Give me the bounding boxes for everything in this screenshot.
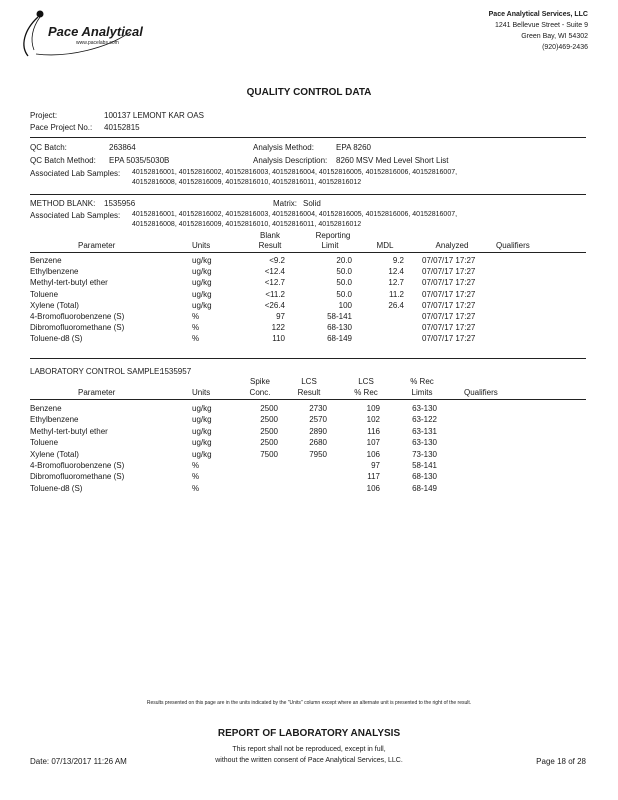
divider (30, 358, 586, 359)
rec-cell: 97 (371, 461, 380, 470)
limits-cell: 68-149 (412, 483, 437, 493)
limits-cell: 63-131 (412, 426, 437, 436)
limits-cell: 73-130 (412, 449, 437, 459)
qc-batch-label: QC Batch: (30, 143, 67, 152)
mb-header-result: Result (258, 241, 282, 250)
divider (30, 137, 586, 138)
units-cell: % (192, 483, 200, 493)
result-cell: <11.2 (265, 289, 285, 299)
mb-associated-samples-line2: 40152816008, 40152816009, 40152816010, 40152816011, 40152816012 (132, 221, 362, 228)
mb-header-limit: Limit (321, 241, 339, 250)
conc-cell: 7500 (260, 449, 278, 459)
result-cell: 122 (271, 323, 285, 333)
parameter-cell: Xylene (Total) (30, 300, 79, 310)
units-cell: ug/kg (192, 449, 212, 459)
qc-batch-value: 263864 (109, 143, 136, 152)
analyzed-cell: 07/07/17 17:27 (422, 278, 476, 288)
lcs-header-rec: % Rec (410, 377, 434, 386)
analysis-method-value: EPA 8260 (336, 143, 371, 152)
rec-cell: 107 (366, 438, 380, 448)
footer-date: Date: 07/13/2017 11:26 AM (30, 757, 127, 766)
parameter-cell: Xylene (Total) (30, 449, 79, 459)
qc-batch-method-value: EPA 5035/5030B (109, 156, 170, 165)
limits-cell: 58-141 (412, 461, 437, 470)
mdl-cell: 12.7 (388, 278, 404, 288)
footer-page-number: Page 18 of 28 (536, 757, 586, 766)
limit-cell: 68-130 (327, 323, 352, 333)
units-cell: ug/kg (192, 300, 212, 310)
parameter-cell: Benzene (30, 256, 62, 265)
lcs-header-lcs1: LCS (301, 377, 317, 386)
lcs-header-qualifiers: Qualifiers (464, 388, 498, 397)
conc-cell: 2500 (260, 426, 278, 436)
associated-samples-label: Associated Lab Samples: (30, 169, 121, 178)
analyzed-cell: 07/07/17 17:27 (422, 312, 476, 321)
lcs-header-conc: Conc. (249, 388, 271, 397)
limit-cell: 20.0 (336, 256, 352, 265)
analyzed-cell: 07/07/17 17:27 (422, 267, 476, 277)
units-cell: % (192, 334, 200, 344)
mdl-cell: 26.4 (388, 300, 404, 310)
rec-cell: 109 (366, 404, 380, 413)
parameter-cell: 4-Bromofluorobenzene (S) (30, 312, 125, 321)
units-cell: % (192, 312, 200, 321)
analyzed-cell: 07/07/17 17:27 (422, 256, 476, 265)
result-cell: 2890 (309, 426, 327, 436)
rec-cell: 106 (366, 449, 380, 459)
analyzed-cell: 07/07/17 17:27 (422, 323, 476, 333)
mb-associated-samples-line1: 40152816001, 40152816002, 40152816003, 40152816004, 40152816005, 40152816006, 40152816007, (132, 211, 458, 218)
pace-project-label: Pace Project No.: (30, 123, 93, 132)
result-cell: 2680 (309, 438, 327, 448)
footer-line1: This report shall not be reproduced, except in full, (232, 746, 386, 753)
result-cell: <12.4 (264, 267, 285, 277)
limits-cell: 63-130 (412, 438, 437, 448)
units-cell: % (192, 472, 200, 482)
mb-header-analyzed: Analyzed (435, 241, 469, 250)
pace-project-value: 40152815 (104, 123, 140, 132)
parameter-cell: Benzene (30, 404, 62, 413)
parameter-cell: Ethylbenzene (30, 415, 79, 425)
analysis-description-label: Analysis Description: (253, 156, 328, 165)
lcs-id: 1535957 (160, 367, 192, 376)
units-cell: ug/kg (192, 278, 212, 288)
lcs-header-prec: % Rec (354, 388, 378, 397)
footnote: Results presented on this page are in the units indicated by the "Units" column except where an alternate unit is presented to the right of the result. (146, 700, 472, 706)
lcs-header-units: Units (192, 388, 211, 397)
qc-batch-method-label: QC Batch Method: (30, 156, 96, 165)
limit-cell: 68-149 (327, 334, 352, 344)
mb-header-parameter: Parameter (78, 241, 116, 250)
mb-header-reporting: Reporting (315, 231, 351, 240)
conc-cell: 2500 (260, 438, 278, 448)
units-cell: ug/kg (192, 404, 212, 413)
method-blank-label: METHOD BLANK: (30, 199, 96, 208)
result-cell: <9.2 (269, 256, 285, 265)
units-cell: ug/kg (192, 256, 212, 265)
units-cell: % (192, 323, 200, 333)
lab-street: 1241 Bellevue Street - Suite 9 (494, 22, 588, 29)
result-cell: 2730 (309, 404, 327, 413)
logo-brand: Pace Analytical (48, 24, 143, 39)
limits-cell: 68-130 (412, 472, 437, 482)
mdl-cell: 9.2 (392, 256, 404, 265)
parameter-cell: Toluene (30, 289, 59, 299)
page-title: QUALITY CONTROL DATA (246, 87, 372, 98)
matrix-label: Matrix: (273, 199, 297, 208)
lcs-header-lcs2: LCS (358, 377, 374, 386)
parameter-cell: 4-Bromofluorobenzene (S) (30, 461, 125, 470)
project-value: 100137 LEMONT KAR OAS (104, 111, 204, 120)
conc-cell: 2500 (260, 404, 278, 413)
rec-cell: 116 (367, 426, 380, 436)
rec-cell: 117 (367, 472, 380, 482)
footer-line2: without the written consent of Pace Analytical Services, LLC. (215, 757, 403, 764)
divider (30, 194, 586, 195)
limit-cell: 100 (338, 300, 352, 310)
units-cell: ug/kg (192, 267, 212, 277)
lcs-header-result: Result (297, 388, 321, 397)
lab-phone: (920)469-2436 (542, 44, 588, 51)
limit-cell: 50.0 (336, 267, 352, 277)
lcs-header-limits: Limits (411, 388, 433, 397)
units-cell: ug/kg (192, 415, 212, 425)
mb-header-qualifiers: Qualifiers (496, 241, 530, 250)
divider (30, 399, 586, 400)
result-cell: 2570 (309, 415, 327, 425)
result-cell: 110 (272, 334, 285, 344)
parameter-cell: Dibromofluoromethane (S) (30, 472, 125, 482)
method-blank-id: 1535956 (104, 199, 136, 208)
units-cell: ug/kg (192, 438, 212, 448)
parameter-cell: Ethylbenzene (30, 267, 79, 277)
limit-cell: 58-141 (327, 312, 352, 321)
report-title: REPORT OF LABORATORY ANALYSIS (217, 728, 401, 739)
parameter-cell: Toluene (30, 438, 59, 448)
limit-cell: 50.0 (336, 289, 352, 299)
lcs-header-parameter: Parameter (78, 388, 116, 397)
result-cell: 7950 (309, 449, 327, 459)
lcs-header-spike: Spike (249, 377, 270, 386)
pace-logo (18, 8, 143, 60)
mb-header-units: Units (192, 241, 211, 250)
lcs-label: LABORATORY CONTROL SAMPLE: (30, 367, 162, 376)
project-label: Project: (30, 111, 58, 120)
mb-associated-samples-label: Associated Lab Samples: (30, 211, 121, 220)
mb-header-blank: Blank (259, 231, 280, 240)
lab-city: Green Bay, WI 54302 (521, 33, 588, 40)
rec-cell: 102 (366, 415, 380, 425)
parameter-cell: Methyl-tert-butyl ether (30, 426, 108, 436)
matrix-value: Solid (303, 199, 321, 208)
limits-cell: 63-122 (412, 415, 437, 425)
analyzed-cell: 07/07/17 17:27 (422, 334, 476, 344)
conc-cell: 2500 (260, 415, 278, 425)
mdl-cell: 11.2 (389, 289, 404, 299)
parameter-cell: Methyl-tert-butyl ether (30, 278, 108, 288)
limit-cell: 50.0 (336, 278, 352, 288)
analyzed-cell: 07/07/17 17:27 (422, 289, 476, 299)
units-cell: % (192, 461, 200, 470)
lab-name: Pace Analytical Services, LLC (488, 11, 588, 18)
analysis-method-label: Analysis Method: (253, 143, 314, 152)
analyzed-cell: 07/07/17 17:27 (422, 300, 476, 310)
mdl-cell: 12.4 (388, 267, 404, 277)
result-cell: <12.7 (264, 278, 285, 288)
parameter-cell: Dibromofluoromethane (S) (30, 323, 125, 333)
divider (30, 252, 586, 253)
parameter-cell: Toluene-d8 (S) (30, 483, 83, 493)
units-cell: ug/kg (192, 426, 212, 436)
limits-cell: 63-130 (412, 404, 437, 413)
units-cell: ug/kg (192, 289, 212, 299)
mb-header-mdl: MDL (376, 241, 394, 250)
analysis-description-value: 8260 MSV Med Level Short List (336, 156, 449, 165)
result-cell: <26.4 (264, 300, 285, 310)
parameter-cell: Toluene-d8 (S) (30, 334, 83, 344)
rec-cell: 106 (366, 483, 380, 493)
associated-samples-line1: 40152816001, 40152816002, 40152816003, 40152816004, 40152816005, 40152816006, 40152816007, (132, 169, 458, 176)
result-cell: 97 (276, 312, 285, 321)
associated-samples-line2: 40152816008, 40152816009, 40152816010, 40152816011, 40152816012 (132, 179, 362, 186)
logo-url: www.pacelabs.com (76, 40, 119, 46)
